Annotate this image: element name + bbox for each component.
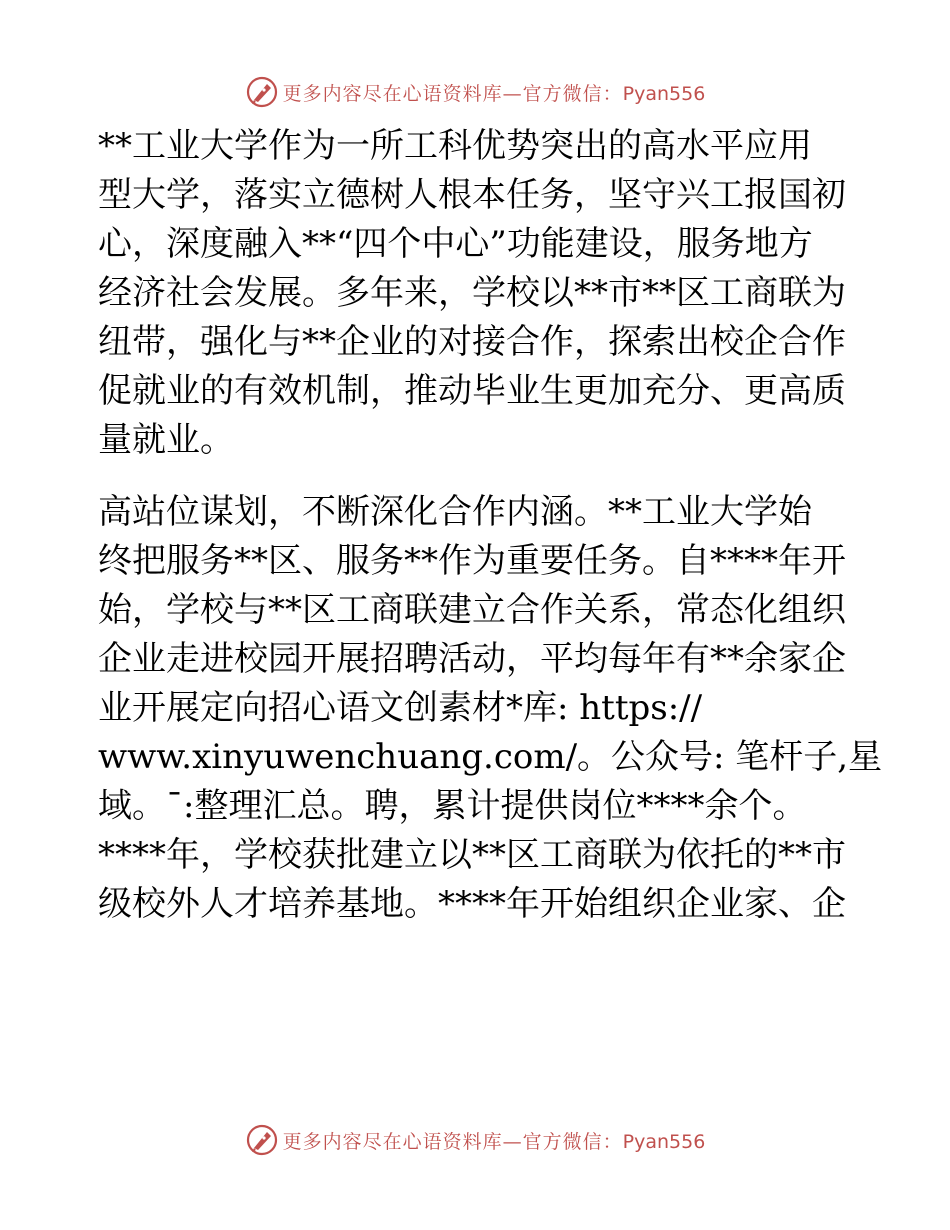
text-line: 级校外人才培养基地。****年开始组织企业家、企 [98, 884, 846, 924]
footer-banner [0, 1120, 950, 1160]
text-line: 始，学校与**区工商联建立合作关系，常态化组织 [98, 590, 846, 630]
text-line: 业开展定向招心语文创素材*库: https:// [98, 688, 703, 728]
pen-nib-logo-icon [245, 1123, 279, 1157]
text-line: 量就业。 [98, 420, 234, 460]
text-line: 域。¯:整理汇总。聘，累计提供岗位****余个。 [98, 786, 807, 826]
footer-banner-text [283, 1127, 706, 1154]
text-line: 经济社会发展。多年来，学校以**市**区工商联为 [98, 273, 846, 313]
text-line: **工业大学作为一所工科优势突出的高水平应用 [98, 126, 812, 166]
text-line: 型大学，落实立德树人根本任务，坚守兴工报国初 [98, 175, 846, 215]
text-line: ****年，学校获批建立以**区工商联为依托的**市 [98, 835, 846, 875]
footer-banner-label: 更多内容尽在心语资料库—官方微信： [282, 1130, 623, 1153]
document-body [98, 122, 883, 929]
text-line: 纽带，强化与**企业的对接合作，探索出校企合作 [98, 322, 846, 362]
text-line: 终把服务**区、服务**作为重要任务。自****年开 [98, 541, 846, 581]
text-line: 高站位谋划，不断深化合作内涵。**工业大学始 [98, 492, 812, 532]
paragraph-1 [98, 122, 858, 465]
text-line: 心，深度融入**“四个中心”功能建设，服务地方 [98, 224, 813, 264]
header-banner-label: 更多内容尽在心语资料库—官方微信： [282, 82, 623, 105]
footer-banner-handle: Pyan556 [622, 1130, 706, 1153]
text-line: 促就业的有效机制，推动毕业生更加充分、更高质 [98, 371, 846, 411]
paragraph-2 [98, 488, 883, 929]
text-line: 企业走进校园开展招聘活动，平均每年有**余家企 [98, 639, 846, 679]
text-line: www.xinyuwenchuang.com/。公众号: 笔杆子,星 [98, 737, 883, 777]
pen-nib-logo-icon [245, 75, 279, 109]
header-banner-text [283, 79, 706, 106]
header-banner [0, 72, 950, 112]
header-banner-handle: Pyan556 [622, 82, 706, 105]
